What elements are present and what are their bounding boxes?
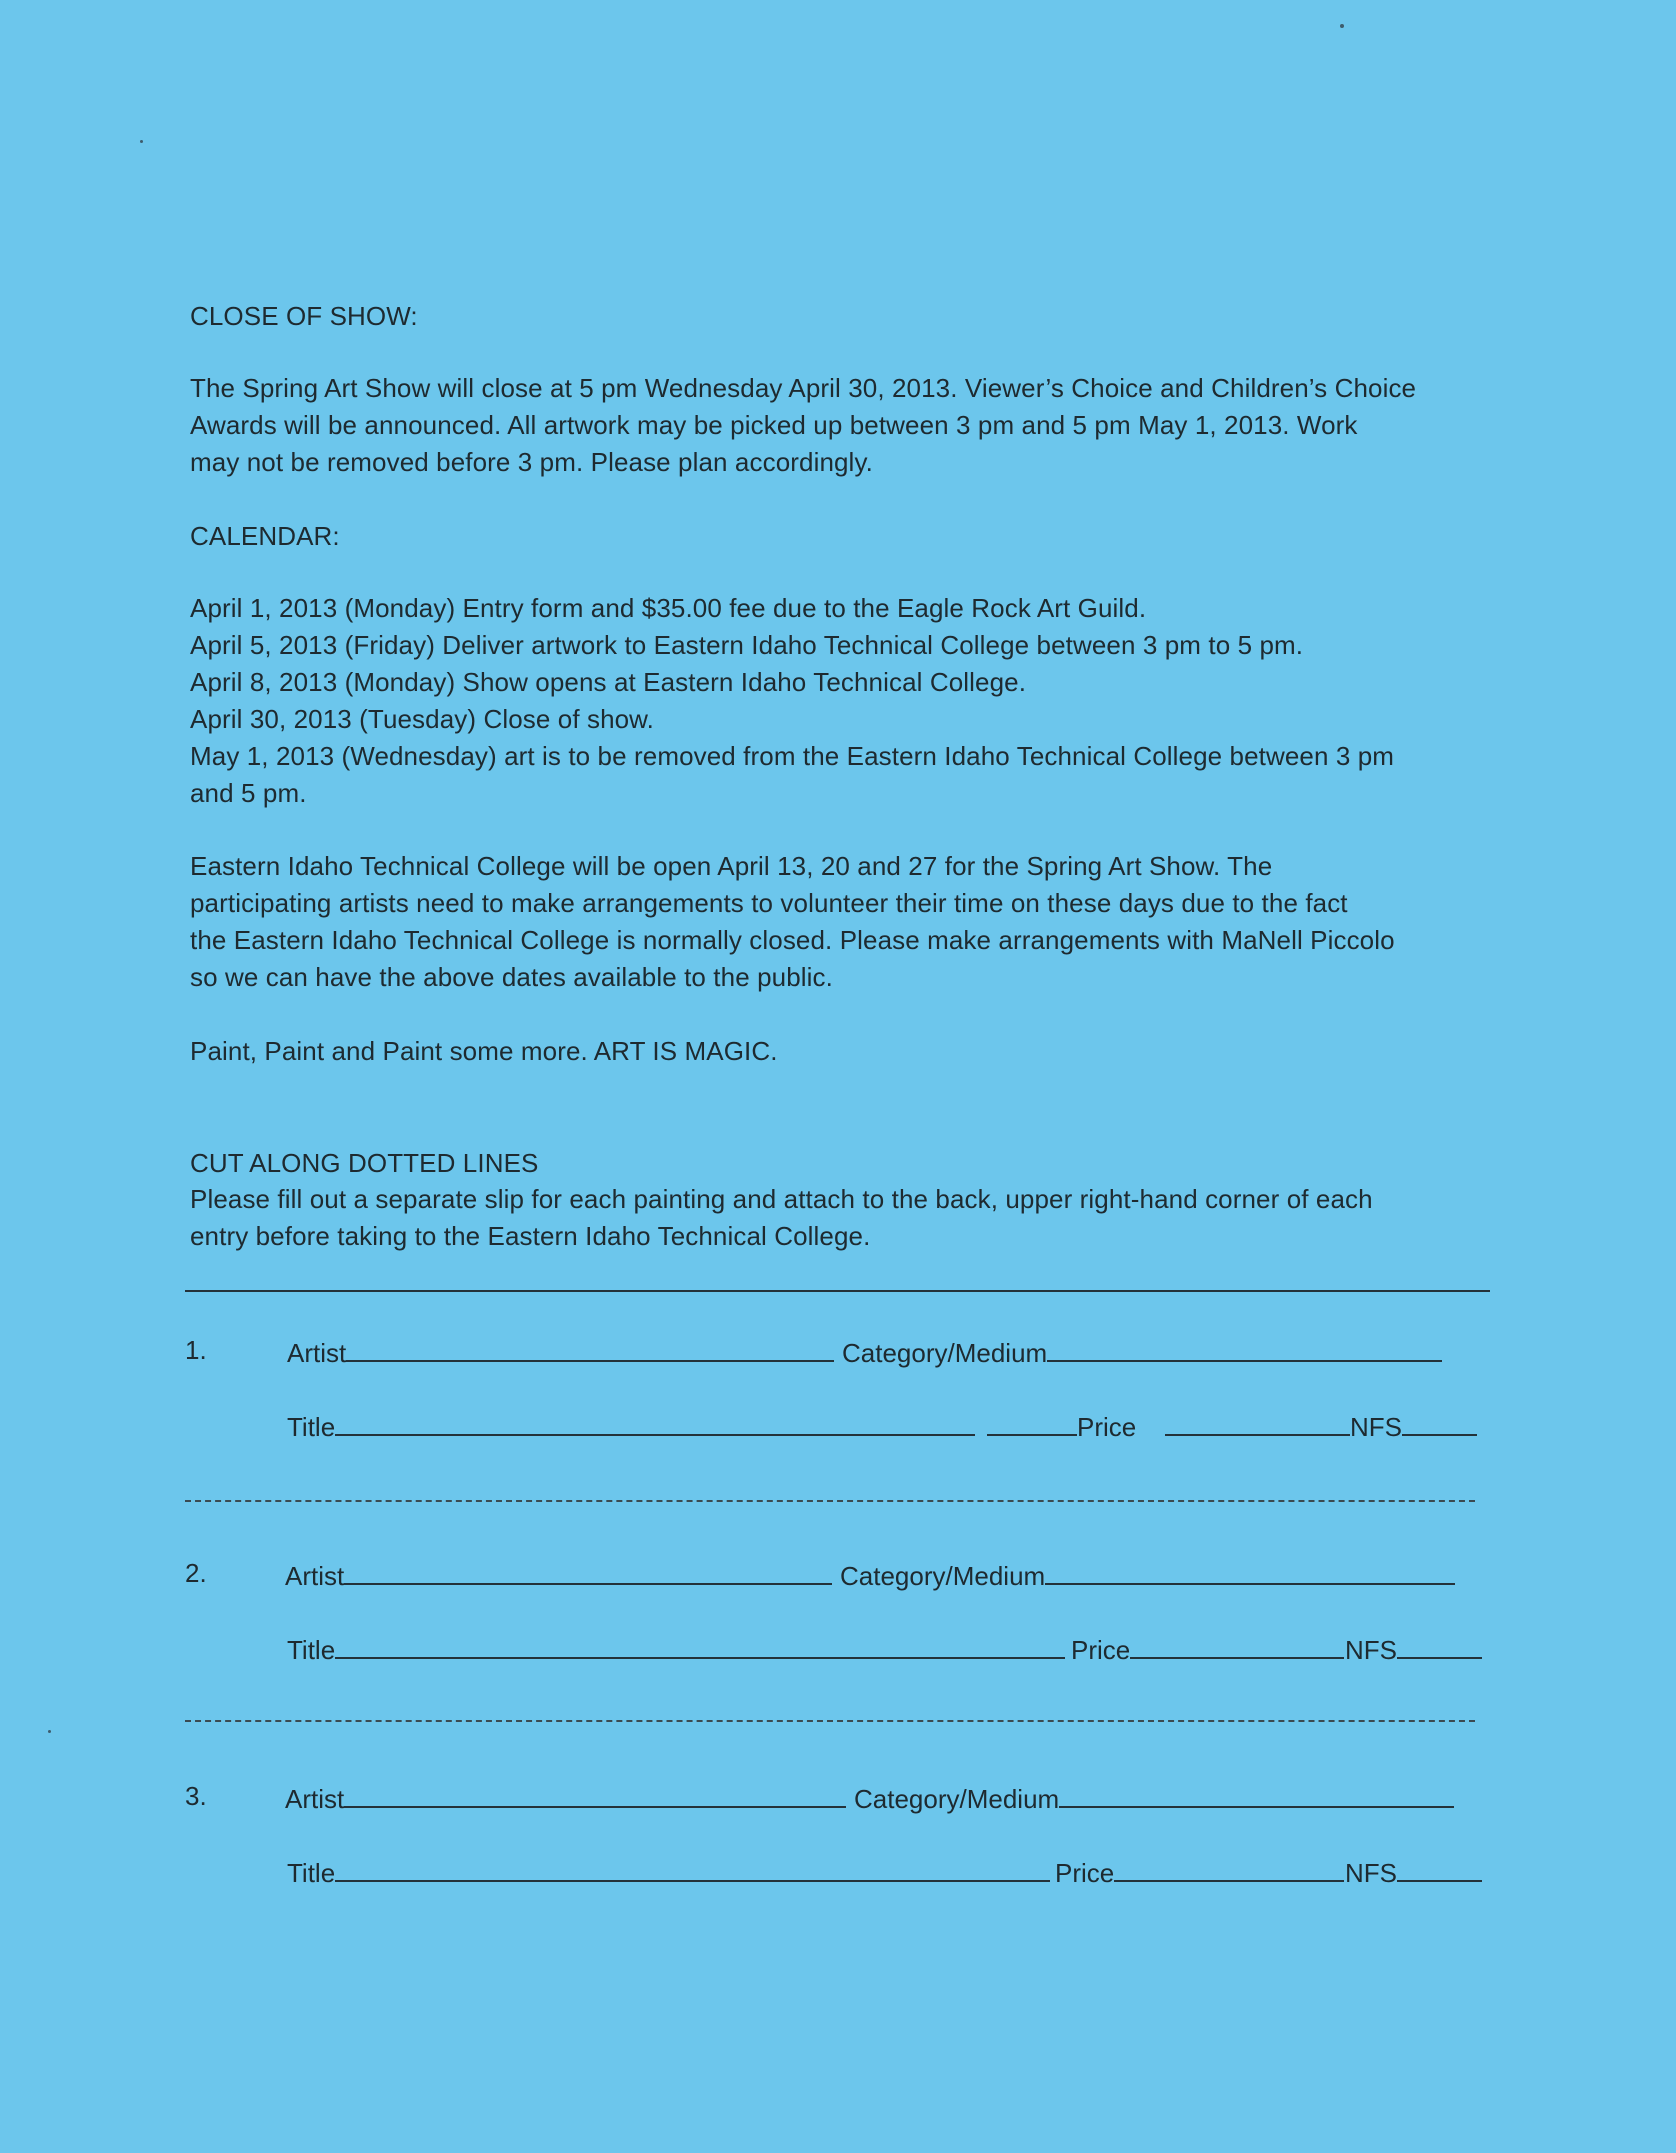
nfs-blank[interactable]: [1402, 1404, 1477, 1436]
close-of-show-line: The Spring Art Show will close at 5 pm Wednesday April 30, 2013. Viewer’s Choice and Children’s Choice: [190, 373, 1417, 403]
open-days-line: the Eastern Idaho Technical College is normally closed. Please make arrangements with MaNell Piccolo: [190, 925, 1395, 955]
title-label: Title: [287, 1858, 336, 1888]
closing-line: Paint, Paint and Paint some more. ART IS MAGIC.: [190, 1036, 778, 1066]
close-of-show-line: Awards will be announced. All artwork may be picked up between 3 pm and 5 pm May 1, 2013. Work: [190, 410, 1358, 440]
artist-blank[interactable]: [346, 1330, 834, 1362]
calendar-item: and 5 pm.: [190, 778, 307, 808]
scan-speck: [140, 140, 143, 143]
price-blank[interactable]: [1114, 1850, 1344, 1882]
calendar-item: April 5, 2013 (Friday) Deliver artwork to Eastern Idaho Technical College between 3 pm to 5 pm.: [190, 630, 1304, 660]
calendar-heading: CALENDAR:: [190, 521, 340, 551]
price-blank[interactable]: [1165, 1404, 1350, 1436]
price-field[interactable]: [1071, 1627, 1344, 1670]
artist-field[interactable]: [287, 1330, 834, 1373]
slip-2-title-row: [185, 1627, 1495, 1667]
nfs-blank[interactable]: [1397, 1850, 1482, 1882]
close-of-show-heading: CLOSE OF SHOW:: [190, 301, 418, 331]
title-blank[interactable]: [335, 1404, 975, 1436]
title-blank[interactable]: [335, 1850, 1050, 1882]
nfs-label: NFS: [1350, 1412, 1402, 1442]
category-field[interactable]: [842, 1330, 1442, 1373]
nfs-field[interactable]: [1345, 1627, 1482, 1670]
nfs-label: NFS: [1345, 1858, 1397, 1888]
category-field[interactable]: [840, 1553, 1455, 1596]
cut-instruction-line: Please fill out a separate slip for each painting and attach to the back, upper right-hand corner of each: [190, 1184, 1373, 1214]
title-label: Title: [287, 1635, 336, 1665]
slip-1-artist-row: [185, 1330, 1495, 1370]
calendar-list: [190, 590, 1510, 812]
price-leading-blank[interactable]: [987, 1404, 1077, 1436]
artist-label: Artist: [287, 1338, 347, 1368]
artist-blank[interactable]: [344, 1553, 832, 1585]
nfs-field[interactable]: [1165, 1404, 1477, 1447]
calendar-item: April 30, 2013 (Tuesday) Close of show.: [190, 704, 654, 734]
category-label: Category/Medium: [854, 1784, 1060, 1814]
close-of-show-line: may not be removed before 3 pm. Please plan accordingly.: [190, 447, 873, 477]
artist-field[interactable]: [285, 1553, 832, 1596]
slip-number: 2.: [185, 1558, 207, 1588]
cut-heading: CUT ALONG DOTTED LINES: [190, 1148, 539, 1178]
nfs-field[interactable]: [1345, 1850, 1482, 1893]
slip-1-title-row: [185, 1404, 1495, 1444]
category-blank[interactable]: [1059, 1776, 1454, 1808]
title-field[interactable]: [287, 1404, 975, 1447]
open-days-line: participating artists need to make arrangements to volunteer their time on these days due to the fact: [190, 888, 1348, 918]
title-field[interactable]: [287, 1627, 1065, 1670]
slip-2-artist-row: [185, 1553, 1495, 1593]
scan-speck: [1340, 24, 1344, 28]
category-blank[interactable]: [1045, 1553, 1455, 1585]
open-days-line: Eastern Idaho Technical College will be open April 13, 20 and 27 for the Spring Art Show. The: [190, 851, 1273, 881]
price-label: Price: [1055, 1858, 1115, 1888]
price-label: Price: [1071, 1635, 1131, 1665]
price-label: Price: [1077, 1412, 1137, 1442]
title-blank[interactable]: [335, 1627, 1065, 1659]
slip-3-artist-row: [185, 1776, 1495, 1816]
scan-speck: [48, 1730, 51, 1733]
cut-instructions: [190, 1181, 1510, 1255]
category-label: Category/Medium: [842, 1338, 1048, 1368]
artist-label: Artist: [285, 1561, 345, 1591]
category-blank[interactable]: [1047, 1330, 1442, 1362]
nfs-label: NFS: [1345, 1635, 1397, 1665]
artist-label: Artist: [285, 1784, 345, 1814]
open-days-paragraph: [190, 848, 1510, 996]
cut-line-solid: [185, 1290, 1490, 1292]
title-label: Title: [287, 1412, 336, 1442]
slip-3-title-row: [185, 1850, 1495, 1890]
slip-number: 3.: [185, 1781, 207, 1811]
cut-line-dotted: [185, 1720, 1475, 1722]
calendar-item: May 1, 2013 (Wednesday) art is to be removed from the Eastern Idaho Technical College between 3 pm: [190, 741, 1395, 771]
title-field[interactable]: [287, 1850, 1050, 1893]
category-label: Category/Medium: [840, 1561, 1046, 1591]
cut-instruction-line: entry before taking to the Eastern Idaho Technical College.: [190, 1221, 871, 1251]
price-field[interactable]: [1055, 1850, 1344, 1893]
price-blank[interactable]: [1130, 1627, 1344, 1659]
price-field[interactable]: [987, 1404, 1136, 1447]
open-days-line: so we can have the above dates available to the public.: [190, 962, 833, 992]
category-field[interactable]: [854, 1776, 1454, 1819]
close-of-show-paragraph: [190, 370, 1510, 481]
nfs-blank[interactable]: [1397, 1627, 1482, 1659]
slip-number: 1.: [185, 1335, 207, 1365]
cut-line-dotted: [185, 1500, 1475, 1502]
calendar-item: April 1, 2013 (Monday) Entry form and $35.00 fee due to the Eagle Rock Art Guild.: [190, 593, 1147, 623]
artist-blank[interactable]: [344, 1776, 846, 1808]
calendar-item: April 8, 2013 (Monday) Show opens at Eastern Idaho Technical College.: [190, 667, 1027, 697]
artist-field[interactable]: [285, 1776, 846, 1819]
